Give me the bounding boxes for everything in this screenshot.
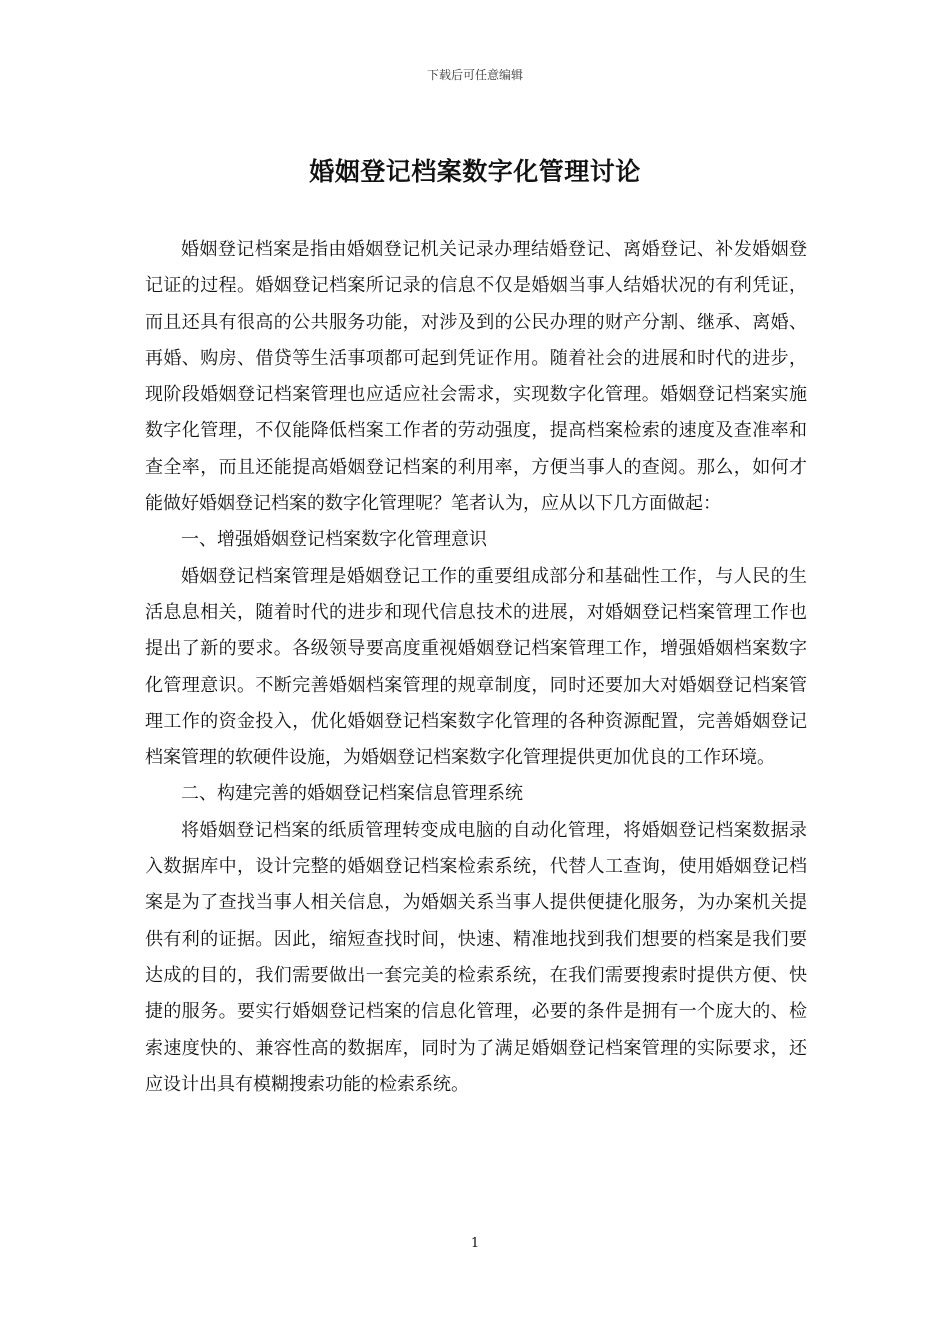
document-title: 婚姻登记档案数字化管理讨论	[309, 157, 641, 186]
section-heading-1: 一、增强婚姻登记档案数字化管理意识	[181, 529, 487, 551]
section-1-paragraph: 婚姻登记档案管理是婚姻登记工作的重要组成部分和基础性工作，与人民的生活息息相关，随着时代的进步和现代信息技术的进展，对婚姻登记档案管理工作也提出了新的要求。各级领导要高度重视婚姻登记档案管理工作，增强婚姻档案数字化管理意识。不断完善婚姻档案管理的规章制度，同时还要加大对婚姻登记档案管理工作的资金投入，优化婚姻登记档案数字化管理的各种资源配置，完善婚姻登记档案管理的软硬件设施，为婚姻登记档案数字化管理提供更加优良的工作环境。	[145, 565, 807, 769]
section-2-paragraph: 将婚姻登记档案的纸质管理转变成电脑的自动化管理，将婚姻登记档案数据录入数据库中，设计完整的婚姻登记档案检索系统，代替人工查询，使用婚姻登记档案是为了查找当事人相关信息，为婚姻关系当事人提供便捷化服务，为办案机关提供有利的证据。因此，缩短查找时间，快速、精准地找到我们想要的档案是我们要达成的目的，我们需要做出一套完美的检索系统，在我们需要搜索时提供方便、快捷的服务。要实行婚姻登记档案的信息化管理，必要的条件是拥有一个庞大的、检索速度快的、兼容性高的数据库，同时为了满足婚姻登记档案管理的实际要求，还应设计出具有模糊搜索功能的检索系统。	[145, 819, 807, 1095]
section-heading-2: 二、构建完善的婚姻登记档案信息管理系统	[181, 783, 523, 805]
intro-paragraph: 婚姻登记档案是指由婚姻登记机关记录办理结婚登记、离婚登记、补发婚姻登记证的过程。婚姻登记档案所记录的信息不仅是婚姻当事人结婚状况的有利凭证，而且还具有很高的公共服务功能，对涉及到的公民办理的财产分割、继承、离婚、再婚、购房、借贷等生活事项都可起到凭证作用。随着社会的进展和时代的进步，现阶段婚姻登记档案管理也应适应社会需求，实现数字化管理。婚姻登记档案实施数字化管理，不仅能降低档案工作者的劳动强度，提高档案检索的速度及查准率和查全率，而且还能提高婚姻登记档案的利用率，方便当事人的查阅。那么，如何才能做好婚姻登记档案的数字化管理呢？笔者认为，应从以下几方面做起：	[145, 239, 807, 515]
header-note: 下载后可任意编辑	[426, 68, 523, 82]
document-body	[145, 232, 807, 1103]
page-number: 1	[470, 1236, 480, 1251]
